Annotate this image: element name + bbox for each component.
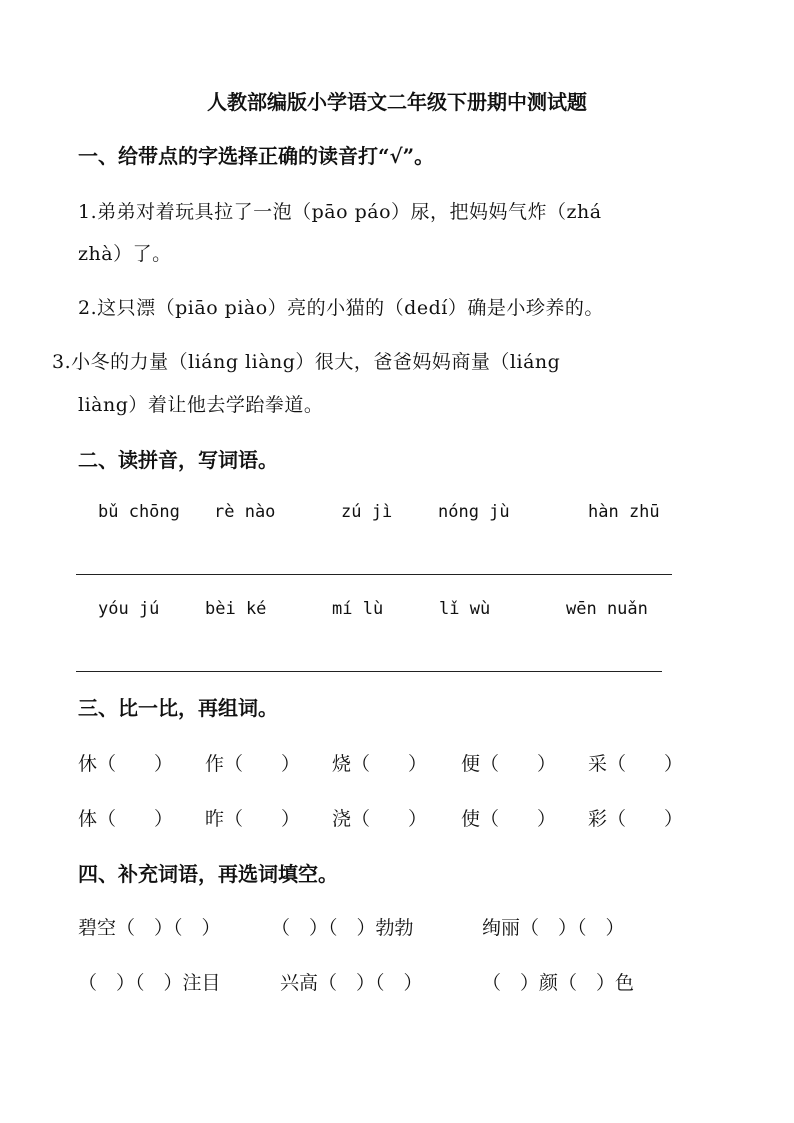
pinyin-item: wēn nuǎn — [566, 599, 648, 619]
idiom-item[interactable]: （ ）（ ）注目 — [78, 972, 221, 994]
compare-item[interactable]: 休（ ） — [78, 753, 174, 775]
idiom-item[interactable]: 碧空（ ）（ ） — [78, 917, 221, 939]
pinyin-item: nóng jù — [438, 502, 510, 522]
compare-item[interactable]: 采（ ） — [588, 753, 684, 775]
pinyin-item: lǐ wù — [439, 599, 491, 619]
pinyin-item: bèi ké — [205, 599, 267, 619]
section4-heading: 四、补充词语，再选词填空。 — [78, 862, 338, 886]
question2: 2.这只漂（piāo piào）亮的小猫的（dedí）确是小珍养的。 — [78, 297, 604, 319]
compare-item[interactable]: 便（ ） — [461, 753, 557, 775]
idiom-item[interactable]: （ ）颜（ ）色 — [482, 972, 635, 994]
pinyin-item: hàn zhū — [588, 502, 660, 522]
compare-item[interactable]: 体（ ） — [78, 808, 174, 830]
pinyin-item: bǔ chōng — [98, 502, 180, 522]
compare-item[interactable]: 昨（ ） — [205, 808, 301, 830]
pinyin-item: mí lù — [332, 599, 384, 619]
pinyin-item: yóu jú — [98, 599, 160, 619]
page-title: 人教部编版小学语文二年级下册期中测试题 — [207, 90, 587, 114]
idiom-item[interactable]: （ ）（ ）勃勃 — [271, 917, 414, 939]
compare-item[interactable]: 彩（ ） — [588, 808, 684, 830]
section3-heading: 三、比一比，再组词。 — [78, 696, 278, 720]
compare-item[interactable]: 浇（ ） — [332, 808, 428, 830]
question1-line2: zhà）了。 — [78, 243, 172, 265]
question3-line1: 3.小冬的力量（liáng liàng）很大，爸爸妈妈商量（liáng — [52, 351, 561, 373]
answer-line[interactable] — [76, 671, 662, 672]
compare-item[interactable]: 烧（ ） — [332, 753, 428, 775]
question3-line2: liàng）着让他去学跆拳道。 — [78, 394, 324, 416]
idiom-item[interactable]: 兴高（ ）（ ） — [280, 972, 423, 994]
question1-line1: 1.弟弟对着玩具拉了一泡（pāo páo）尿，把妈妈气炸（zhá — [78, 201, 602, 223]
section2-heading: 二、读拼音，写词语。 — [78, 448, 278, 472]
pinyin-item: rè nào — [214, 502, 276, 522]
compare-item[interactable]: 作（ ） — [205, 753, 301, 775]
pinyin-item: zú jì — [341, 502, 393, 522]
section1-heading: 一、给带点的字选择正确的读音打“√”。 — [78, 144, 435, 168]
compare-item[interactable]: 使（ ） — [461, 808, 557, 830]
answer-line[interactable] — [76, 574, 672, 575]
idiom-item[interactable]: 绚丽（ ）（ ） — [482, 917, 625, 939]
